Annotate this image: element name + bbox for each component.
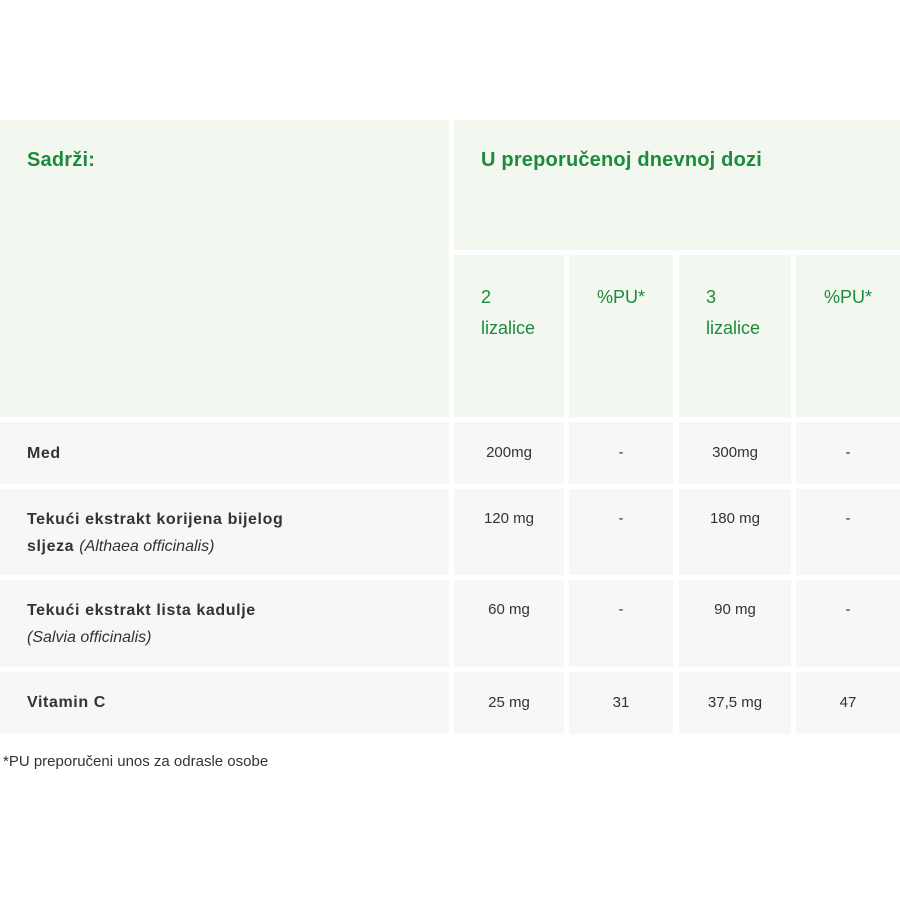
ingredient-name: Med [27,445,61,462]
value-cell: - [569,422,673,484]
ingredient-name: Vitamin C [27,694,106,711]
value-cell: - [796,580,900,667]
value-cell: - [796,422,900,484]
footnote: *PU preporučeni unos za odrasle osobe [3,753,269,770]
value-cell: 120 mg [454,489,564,575]
ingredient-name: Tekući ekstrakt korijena bijelog sljeza (Althaea officinalis) [27,511,284,555]
subheader-text: %PU* [597,287,646,307]
value-cell: 31 [569,672,673,734]
ingredient-name-cell [0,422,449,484]
value-cell: 300mg [679,422,791,484]
latin-name: (Salvia officinalis) [27,629,152,646]
latin-name: (Althaea officinalis) [79,538,215,555]
ingredient-name-cell [0,672,449,734]
subheader-text: 3 lizalice [706,287,761,338]
value-cell: 47 [796,672,900,734]
ingredient-name: Tekući ekstrakt lista kadulje (Salvia officinalis) [27,597,256,651]
ingredient-name-cell [0,580,449,667]
subheader-cell [569,255,673,417]
value-cell: 180 mg [679,489,791,575]
header-ingredient-cell [0,120,449,417]
value-cell: - [569,489,673,575]
ingredient-column-title: Sadrži: [27,149,96,171]
value-cell: 60 mg [454,580,564,667]
header-dose-group-cell [454,120,900,250]
value-cell: 90 mg [679,580,791,667]
subheader-cell [454,255,564,417]
subheader-text: 2 lizalice [481,287,536,338]
value-cell: - [569,580,673,667]
value-cell: 37,5 mg [679,672,791,734]
subheader-cell [679,255,791,417]
value-cell: 200mg [454,422,564,484]
ingredient-name-cell [0,489,449,575]
dose-group-title: U preporučenoj dnevnoj dozi [481,149,762,171]
value-cell: - [796,489,900,575]
subheader-text: %PU* [824,287,873,307]
value-cell: 25 mg [454,672,564,734]
subheader-cell [796,255,900,417]
